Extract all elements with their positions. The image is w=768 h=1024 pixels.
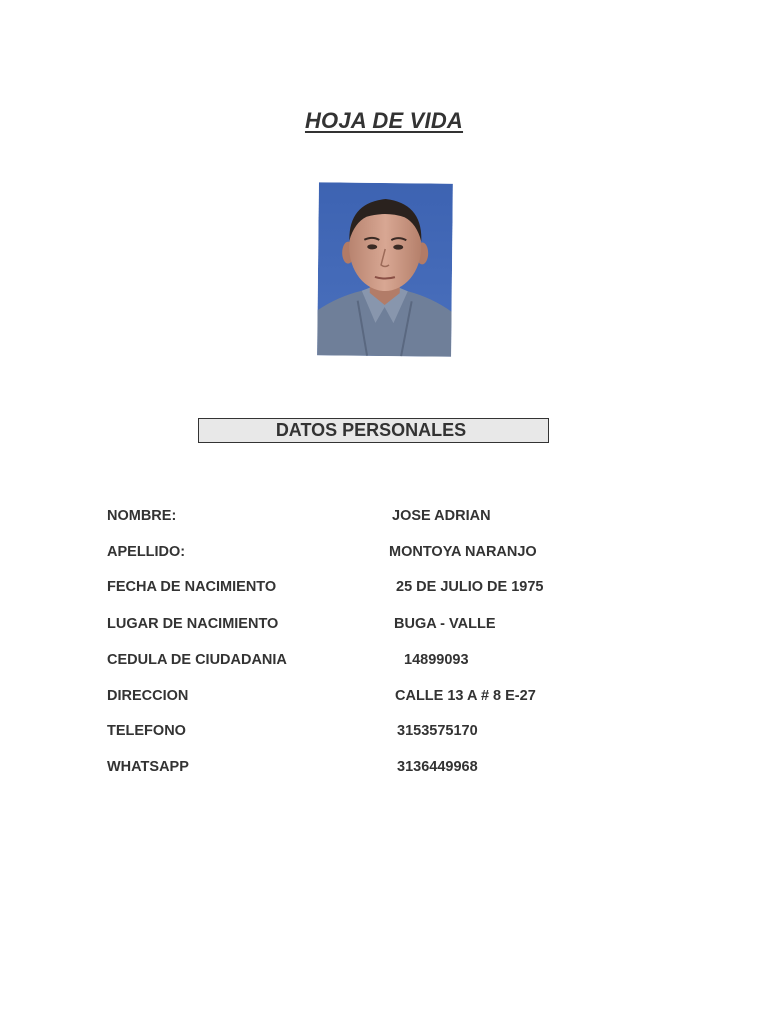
field-value: 14899093 bbox=[404, 652, 469, 668]
section-title: DATOS PERSONALES bbox=[275, 420, 467, 440]
field-row-nombre bbox=[0, 508, 768, 528]
field-row-cedula bbox=[0, 652, 768, 672]
document-title: HOJA DE VIDA bbox=[304, 108, 464, 133]
field-label: LUGAR DE NACIMIENTO bbox=[107, 616, 279, 632]
field-row-whatsapp bbox=[0, 759, 768, 779]
field-row-apellido bbox=[0, 544, 768, 564]
field-row-telefono bbox=[0, 723, 768, 743]
field-row-fecha-nacimiento bbox=[0, 579, 768, 599]
field-label: CEDULA DE CIUDADANIA bbox=[107, 652, 287, 668]
field-value: 3136449968 bbox=[397, 759, 478, 775]
field-row-lugar-nacimiento bbox=[0, 616, 768, 636]
field-label: FECHA DE NACIMIENTO bbox=[107, 579, 277, 595]
section-header bbox=[198, 418, 549, 443]
field-row-direccion bbox=[0, 688, 768, 708]
field-value: BUGA - VALLE bbox=[394, 616, 496, 632]
field-label: NOMBRE: bbox=[107, 508, 177, 524]
field-label: TELEFONO bbox=[107, 723, 186, 739]
field-label: DIRECCION bbox=[107, 688, 189, 704]
field-value: JOSE ADRIAN bbox=[392, 508, 491, 524]
field-value: 3153575170 bbox=[397, 723, 478, 739]
field-value: MONTOYA NARANJO bbox=[389, 544, 537, 560]
field-value: CALLE 13 A # 8 E-27 bbox=[395, 688, 536, 704]
field-label: APELLIDO: bbox=[107, 544, 186, 560]
profile-photo bbox=[317, 182, 453, 356]
field-label: WHATSAPP bbox=[107, 759, 189, 775]
portrait-photo-icon bbox=[317, 182, 453, 356]
field-value: 25 DE JULIO DE 1975 bbox=[396, 579, 544, 595]
